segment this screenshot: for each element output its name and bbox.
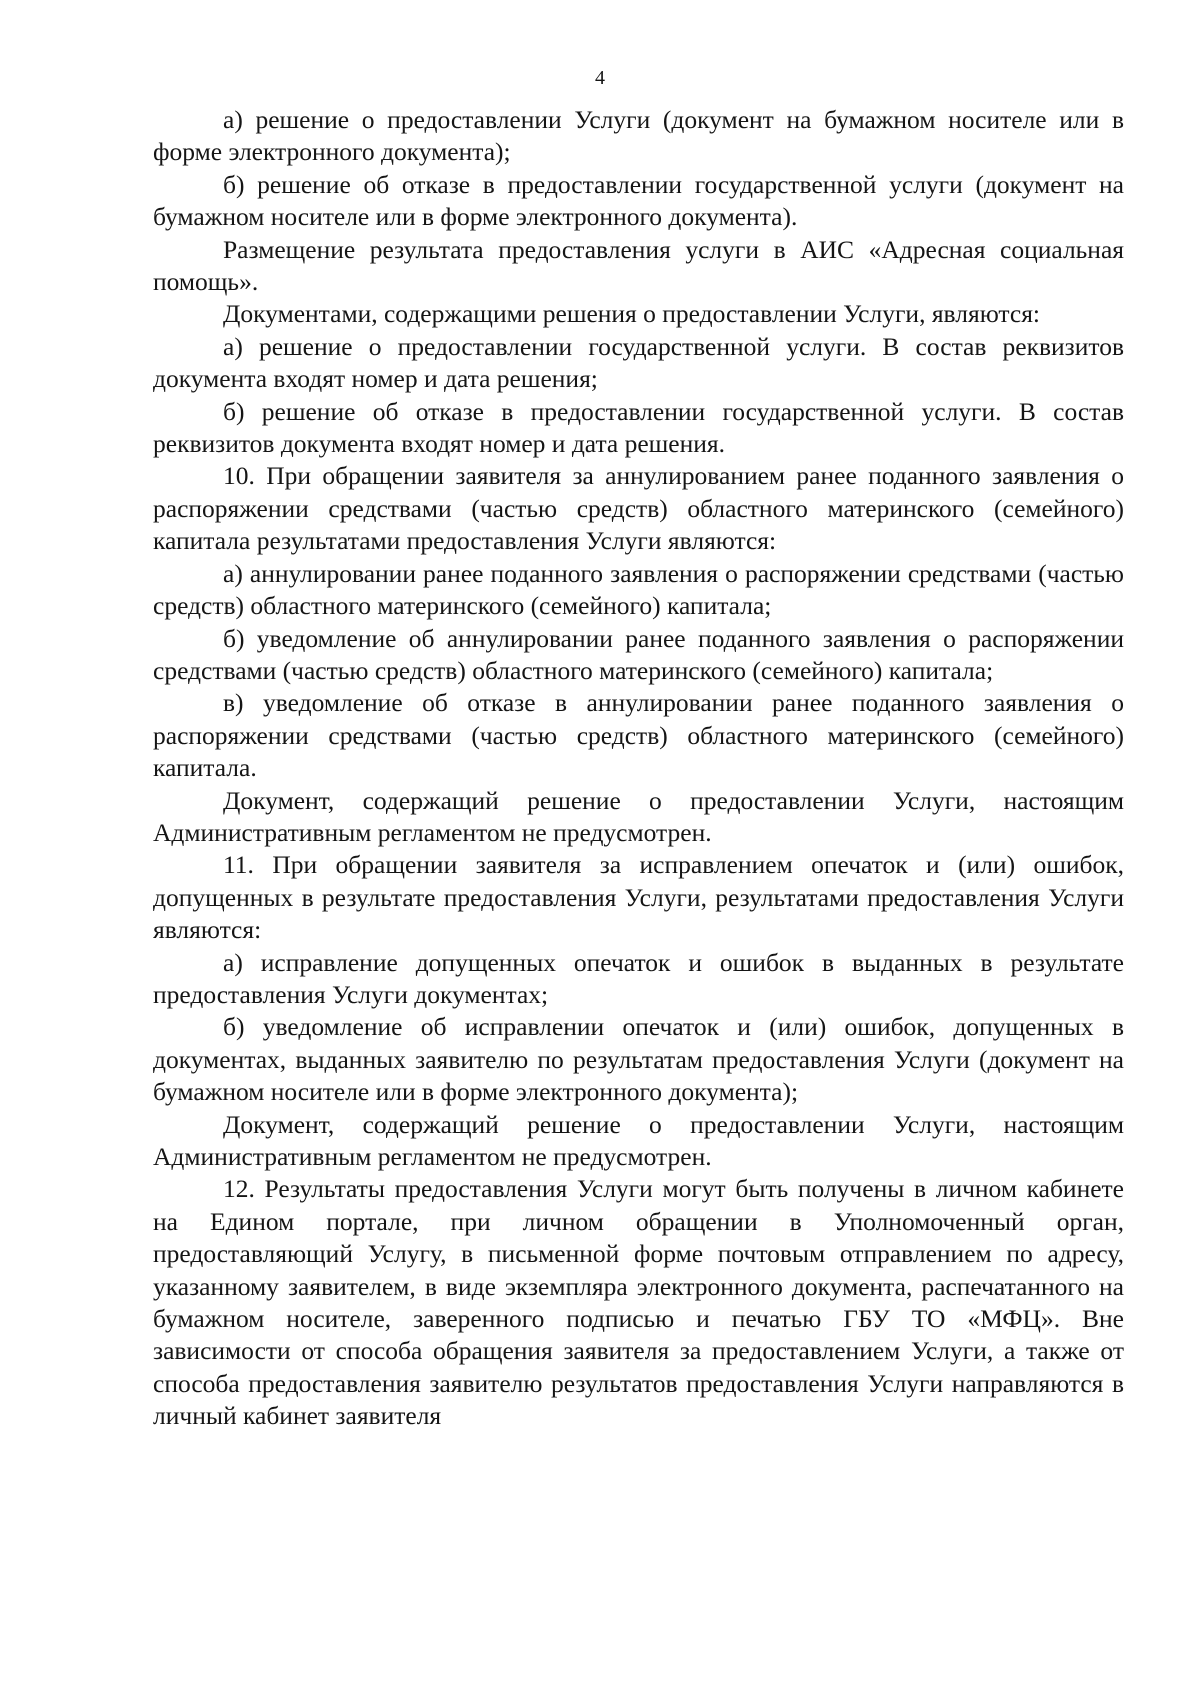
paragraph-item-12: 12. Результаты предоставления Услуги могут быть получены в личном кабинете на Едином портале, при личном обращении в Уполномоченный орган, предоставляющий Услугу, в письменной форме почтовым отправлением по адресу, указанному заявителем, в виде экземпляра электронного документа, распечатанного на бумажном носителе, заверенного подписью и печатью ГБУ ТО «МФЦ». Вне зависимости от способа обращения заявителя за предоставлением Услуги, а также от способа предоставления заявителю результатов предоставления Услуги направляются в личный кабинет заявителя <box>153 1174 1124 1431</box>
paragraph-item-10-a: а) аннулировании ранее поданного заявления о распоряжении средствами (частью средств) областного материнского (семейного) капитала; <box>153 558 1124 621</box>
paragraph-grant-requisites: а) решение о предоставлении государственной услуги. В состав реквизитов документа входят номер и дата решения; <box>153 331 1124 394</box>
paragraph-result-decision-grant: а) решение о предоставлении Услуги (документ на бумажном носителе или в форме электронного документа); <box>153 105 1124 167</box>
paragraph-ais-placement: Размещение результата предоставления услуги в АИС «Адресная социальная помощь». <box>153 234 1124 297</box>
paragraph-no-decision-document-1: Документ, содержащий решение о предоставлении Услуги, настоящим Административным регламентом не предусмотрен. <box>153 785 1124 847</box>
paragraph-result-decision-refusal: б) решение об отказе в предоставлении государственной услуги (документ на бумажном носителе или в форме электронного документа). <box>153 169 1124 232</box>
paragraph-item-10-b: б) уведомление об аннулировании ранее поданного заявления о распоряжении средствами (частью средств) областного материнского (семейного) капитала; <box>153 623 1124 685</box>
paragraph-refusal-requisites: б) решение об отказе в предоставлении государственной услуги. В состав реквизитов документа входят номер и дата решения. <box>153 396 1124 459</box>
paragraph-item-11-a: а) исправление допущенных опечаток и ошибок в выданных в результате предоставления Услуги документах; <box>153 947 1124 1009</box>
paragraph-item-10-v: в) уведомление об отказе в аннулировании ранее поданного заявления о распоряжении средствами (частью средств) областного материнского (семейного) капитала. <box>153 688 1124 783</box>
paragraph-item-11: 11. При обращении заявителя за исправлением опечаток и (или) ошибок, допущенных в результате предоставления Услуги, результатами предоставления Услуги являются: <box>153 850 1124 945</box>
paragraph-no-decision-document-2: Документ, содержащий решение о предоставлении Услуги, настоящим Административным регламентом не предусмотрен. <box>153 1109 1124 1171</box>
document-body <box>153 104 1124 1433</box>
paragraph-decision-documents: Документами, содержащими решения о предоставлении Услуги, являются: <box>223 299 1041 329</box>
page-number: 4 <box>595 67 605 89</box>
paragraph-item-11-b: б) уведомление об исправлении опечаток и (или) ошибок, допущенных в документах, выданных заявителю по результатам предоставления Услуги (документ на бумажном носителе или в форме электронного документа); <box>153 1012 1124 1107</box>
paragraph-item-10: 10. При обращении заявителя за аннулированием ранее поданного заявления о распоряжении средствами (частью средств) областного материнского (семейного) капитала результатами предоставления Услуги являются: <box>153 461 1124 556</box>
